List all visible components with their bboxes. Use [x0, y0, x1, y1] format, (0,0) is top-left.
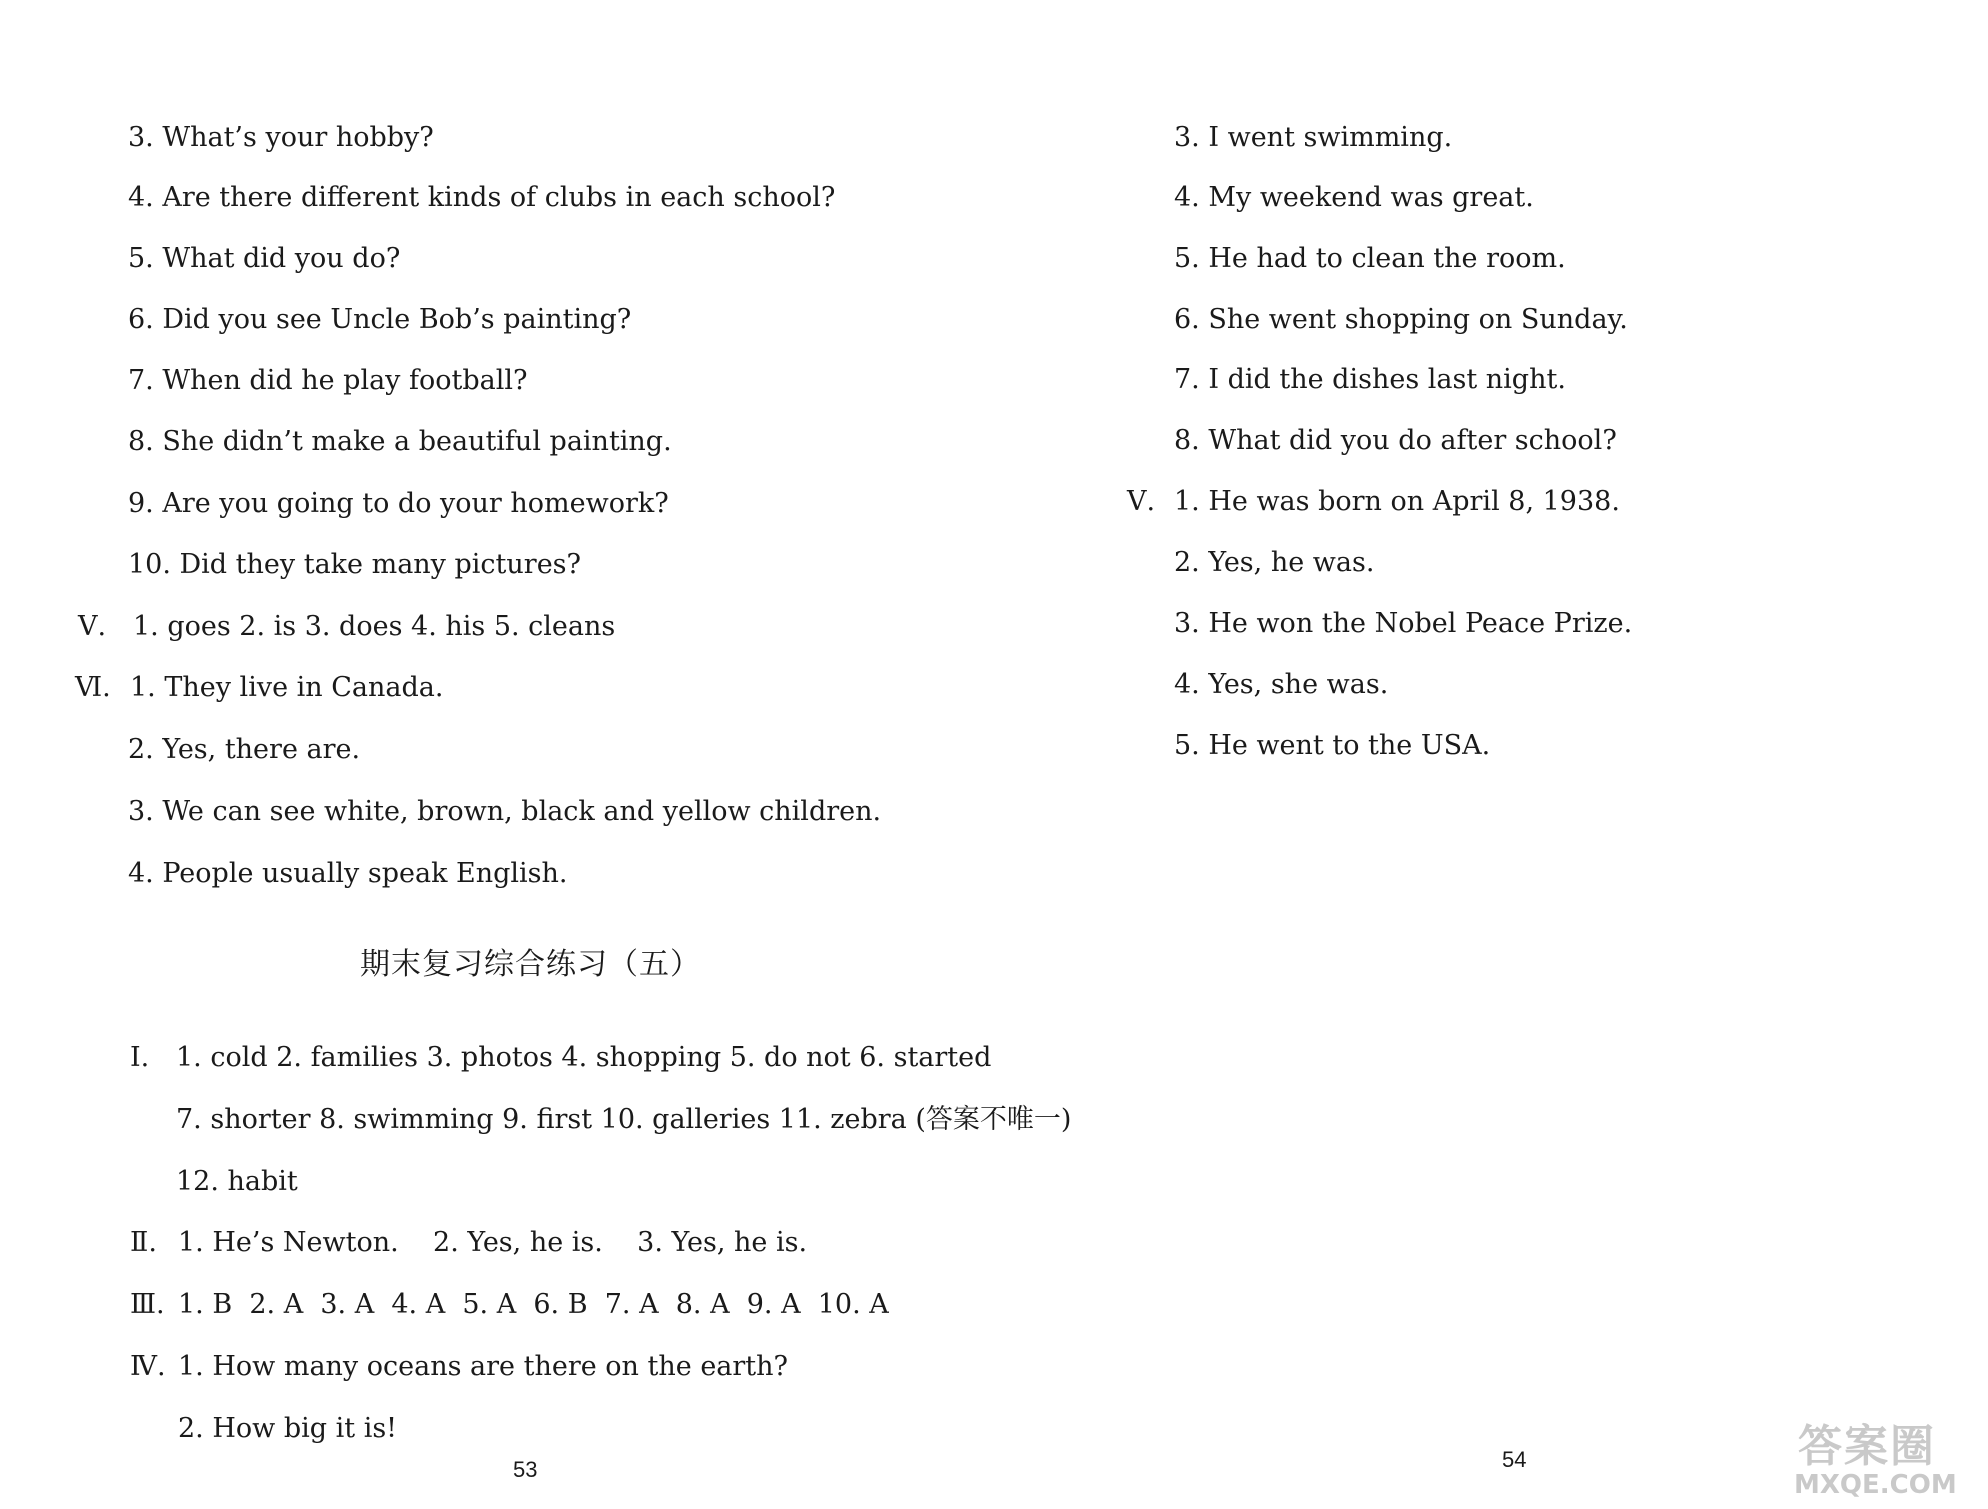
answer-line: 3. What’s your hobby?: [128, 122, 434, 153]
answer-line: 3. I went swimming.: [1174, 122, 1453, 153]
answer-line: 6. She went shopping on Sunday.: [1174, 304, 1628, 335]
section-v-label: Ⅴ.: [1127, 486, 1156, 517]
answer-line: 7. I did the dishes last night.: [1174, 364, 1566, 395]
answer-line: 1. He was born on April 8, 1938.: [1174, 486, 1620, 517]
answer-line: 7. shorter 8. swimming 9. first 10. galleries 11. zebra (答案不唯一): [176, 1104, 1072, 1135]
answer-line: 4. Yes, she was.: [1174, 669, 1389, 700]
answer-line: 1. cold 2. families 3. photos 4. shopping 5. do not 6. started: [176, 1042, 992, 1073]
answer-line: 1. How many oceans are there on the earth?: [178, 1351, 789, 1382]
answer-line: 6. Did you see Uncle Bob’s painting?: [128, 304, 632, 335]
answer-line: 12. habit: [176, 1166, 298, 1197]
section-iii-label: Ⅲ.: [130, 1289, 165, 1320]
answer-line: 3. He won the Nobel Peace Prize.: [1174, 608, 1633, 639]
section-iii-answers: 1. B 2. A 3. A 4. A 5. A 6. B 7. A 8. A 9. A 10. A: [178, 1289, 889, 1320]
section-v-answers: 1. goes 2. is 3. does 4. his 5. cleans: [133, 611, 616, 642]
page-number: 54: [1502, 1447, 1527, 1472]
page-number: 53: [513, 1457, 538, 1482]
section-ii-answers: 1. He’s Newton. 2. Yes, he is. 3. Yes, he is.: [178, 1227, 808, 1258]
section-v-label: Ⅴ.: [78, 611, 107, 642]
section-i-label: Ⅰ.: [130, 1042, 150, 1073]
answer-line: 3. We can see white, brown, black and yellow children.: [128, 796, 882, 827]
answer-line: 10. Did they take many pictures?: [128, 549, 582, 580]
answer-line: 7. When did he play football?: [128, 365, 528, 396]
watermark-logo: [1788, 1423, 1978, 1503]
answer-line: 1. They live in Canada.: [130, 672, 444, 703]
answer-line: 5. He went to the USA.: [1174, 730, 1491, 761]
answer-line: 2. Yes, there are.: [128, 734, 361, 765]
answer-line: 5. He had to clean the room.: [1174, 243, 1566, 274]
exam-title: 期末复习综合练习（五）: [360, 947, 701, 982]
section-ii-label: Ⅱ.: [130, 1227, 157, 1258]
answer-line: 2. How big it is!: [178, 1413, 398, 1444]
watermark-cn: 答案圈: [1798, 1421, 1936, 1472]
section-vi-label: Ⅵ.: [75, 672, 111, 703]
answer-line: 4. Are there different kinds of clubs in each school?: [128, 182, 836, 213]
answer-line: 8. She didn’t make a beautiful painting.: [128, 426, 672, 457]
answer-line: 8. What did you do after school?: [1174, 425, 1617, 456]
watermark-en: MXQE.COM: [1794, 1470, 1957, 1500]
answer-line: 4. My weekend was great.: [1174, 182, 1534, 213]
section-iv-label: Ⅳ.: [130, 1351, 166, 1382]
answer-line: 5. What did you do?: [128, 243, 401, 274]
answer-line: 9. Are you going to do your homework?: [128, 488, 669, 519]
answer-line: 2. Yes, he was.: [1174, 547, 1375, 578]
answer-line: 4. People usually speak English.: [128, 858, 568, 889]
